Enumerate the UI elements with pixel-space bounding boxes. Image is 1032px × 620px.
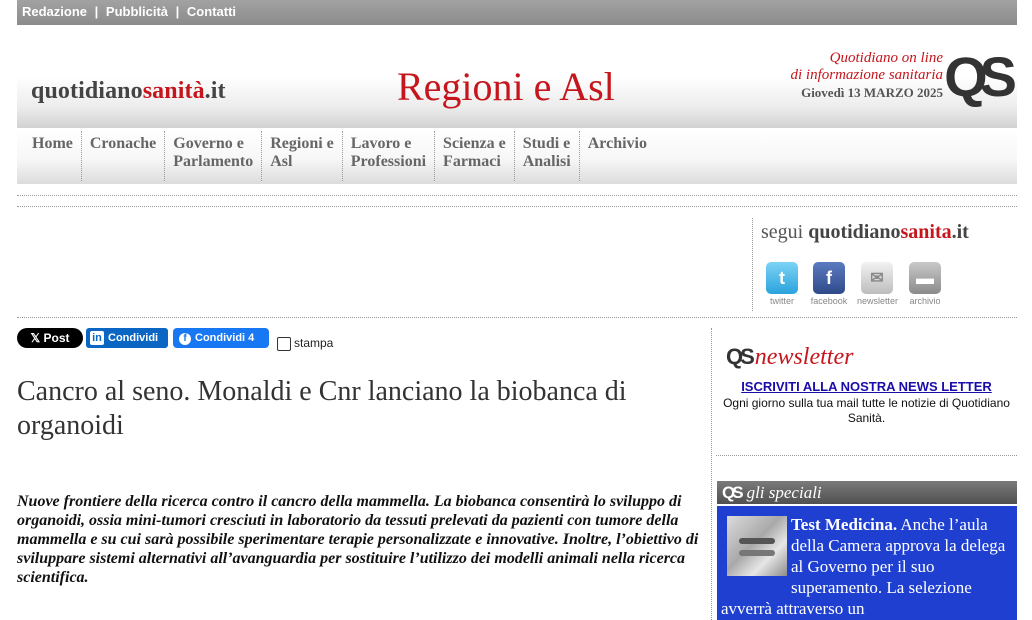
main-nav (17, 128, 1017, 184)
newsletter-box (716, 340, 1017, 450)
nav-item-home[interactable] (17, 131, 82, 181)
qs-logo-small: QS (722, 483, 741, 502)
link-pubblicita[interactable]: Pubblicità (105, 4, 169, 19)
social-label: newsletter (857, 296, 899, 306)
social-twitter[interactable] (762, 262, 802, 306)
follow-brand: quotidiano (808, 221, 901, 243)
tagline (790, 50, 943, 102)
speciali-text (721, 514, 1013, 619)
linkedin-label: Condividi (108, 332, 159, 344)
newsletter-description: Ogni giorno sulla tua mail tutte le notizie di Quotidiano Sanità. (723, 396, 1010, 425)
nav-label: Asl (270, 153, 293, 170)
link-redazione[interactable]: Redazione (22, 4, 88, 19)
logo-text: quotidiano (31, 78, 143, 104)
nav-label: Analisi (522, 153, 571, 170)
nav-item-studi-analisi[interactable] (515, 131, 580, 181)
separator: | (94, 4, 99, 19)
column-divider (711, 328, 712, 620)
speciali-card[interactable] (717, 506, 1017, 620)
x-post-label: Post (43, 331, 70, 345)
linkedin-share-button[interactable] (86, 328, 168, 348)
print-button[interactable] (277, 336, 333, 351)
logo-domain: .it (204, 78, 226, 104)
nav-label: Farmaci (443, 153, 501, 170)
speciali-title: gli speciali (746, 483, 822, 502)
social-label: facebook (810, 296, 848, 306)
nav-label: Home (32, 135, 73, 152)
section-title: Regioni e Asl (397, 64, 615, 109)
twitter-icon: t (766, 262, 798, 294)
speciali-body-text: Anche l’aula della Camera approva la delega al Governo per il suo superamento. La selezione avverrà attraverso un (721, 515, 1006, 618)
top-links-bar (17, 0, 1017, 25)
newsletter-signup-link[interactable]: ISCRIVITI ALLA NOSTRA NEWS LETTER (741, 379, 992, 394)
nav-label: Cronache (89, 135, 157, 152)
nav-item-governo-parlamento[interactable] (165, 131, 262, 181)
nav-item-scienza-farmaci[interactable] (435, 131, 515, 181)
folder-icon: ▬ (909, 262, 941, 294)
printer-icon (277, 337, 291, 351)
divider (716, 455, 1017, 456)
nav-item-lavoro-professioni[interactable] (343, 131, 435, 181)
follow-prefix: segui (761, 221, 804, 243)
social-label: twitter (769, 296, 794, 306)
nav-label: Professioni (350, 153, 427, 170)
qs-logo[interactable]: QS (944, 45, 1009, 108)
nav-label: Governo e (173, 135, 244, 152)
facebook-icon: f (813, 262, 845, 294)
qs-logo-small: QS (726, 344, 752, 369)
follow-box (752, 218, 1017, 311)
site-header (17, 25, 1017, 128)
article-subtitle: Nuove frontiere della ricerca contro il cancro della mammella. La biobanca consentirà lo sviluppo di organoidi, ossia mini-tumori cresciuti in laboratorio da tessuti prelevati da pazienti con tumore della mammella e su cui sarà possibile sperimentare terapie personalizzate e innovative. Inoltre, l’obiettivo di sviluppare sistemi alternativi all’avanguardia per sostituire l’utilizzo dei modelli animali nella ricerca scientifica. (17, 493, 699, 586)
print-label: stampa (294, 336, 334, 350)
nav-item-regioni-asl[interactable] (262, 131, 343, 181)
nav-label: Regioni e (270, 135, 334, 152)
speciali-header (717, 481, 1017, 504)
site-logo[interactable] (31, 78, 226, 105)
social-label: archivio (909, 296, 941, 306)
social-newsletter[interactable] (857, 262, 897, 306)
tagline-line2: di informazione sanitaria (790, 67, 943, 83)
follow-title (761, 221, 969, 244)
current-date: Giovedì 13 MARZO 2025 (801, 85, 943, 100)
newsletter-title-text: newsletter (754, 344, 854, 370)
link-contatti[interactable]: Contatti (186, 4, 237, 19)
logo-text-red: sanità (142, 78, 205, 104)
x-icon: 𝕏 (30, 331, 44, 345)
separator: | (175, 4, 180, 19)
nav-label: Archivio (587, 135, 647, 152)
divider (17, 206, 1017, 207)
envelope-icon: ✉ (861, 262, 893, 294)
tagline-line1: Quotidiano on line (829, 50, 943, 66)
x-post-button[interactable] (17, 328, 83, 348)
facebook-label: Condividi 4 (195, 332, 255, 344)
facebook-icon: f (179, 333, 191, 345)
nav-label: Parlamento (173, 153, 254, 170)
divider (17, 317, 1017, 318)
linkedin-icon: in (90, 331, 104, 345)
nav-label: Studi e (522, 135, 571, 152)
social-facebook[interactable] (809, 262, 849, 306)
facebook-share-button[interactable] (173, 328, 269, 348)
nav-label: Scienza e (443, 135, 506, 152)
follow-brand-domain: .it (951, 221, 969, 243)
follow-brand-red: sanita (900, 221, 952, 243)
nav-item-archivio[interactable] (580, 131, 655, 181)
nav-label: Lavoro e (350, 135, 412, 152)
newsletter-title (726, 344, 853, 371)
article-title: Cancro al seno. Monaldi e Cnr lanciano la biobanca di organoidi (17, 376, 627, 441)
social-archivio[interactable] (905, 262, 945, 306)
speciali-headline: Test Medicina. (791, 515, 898, 534)
divider (17, 195, 1017, 196)
nav-item-cronache[interactable] (82, 131, 165, 181)
